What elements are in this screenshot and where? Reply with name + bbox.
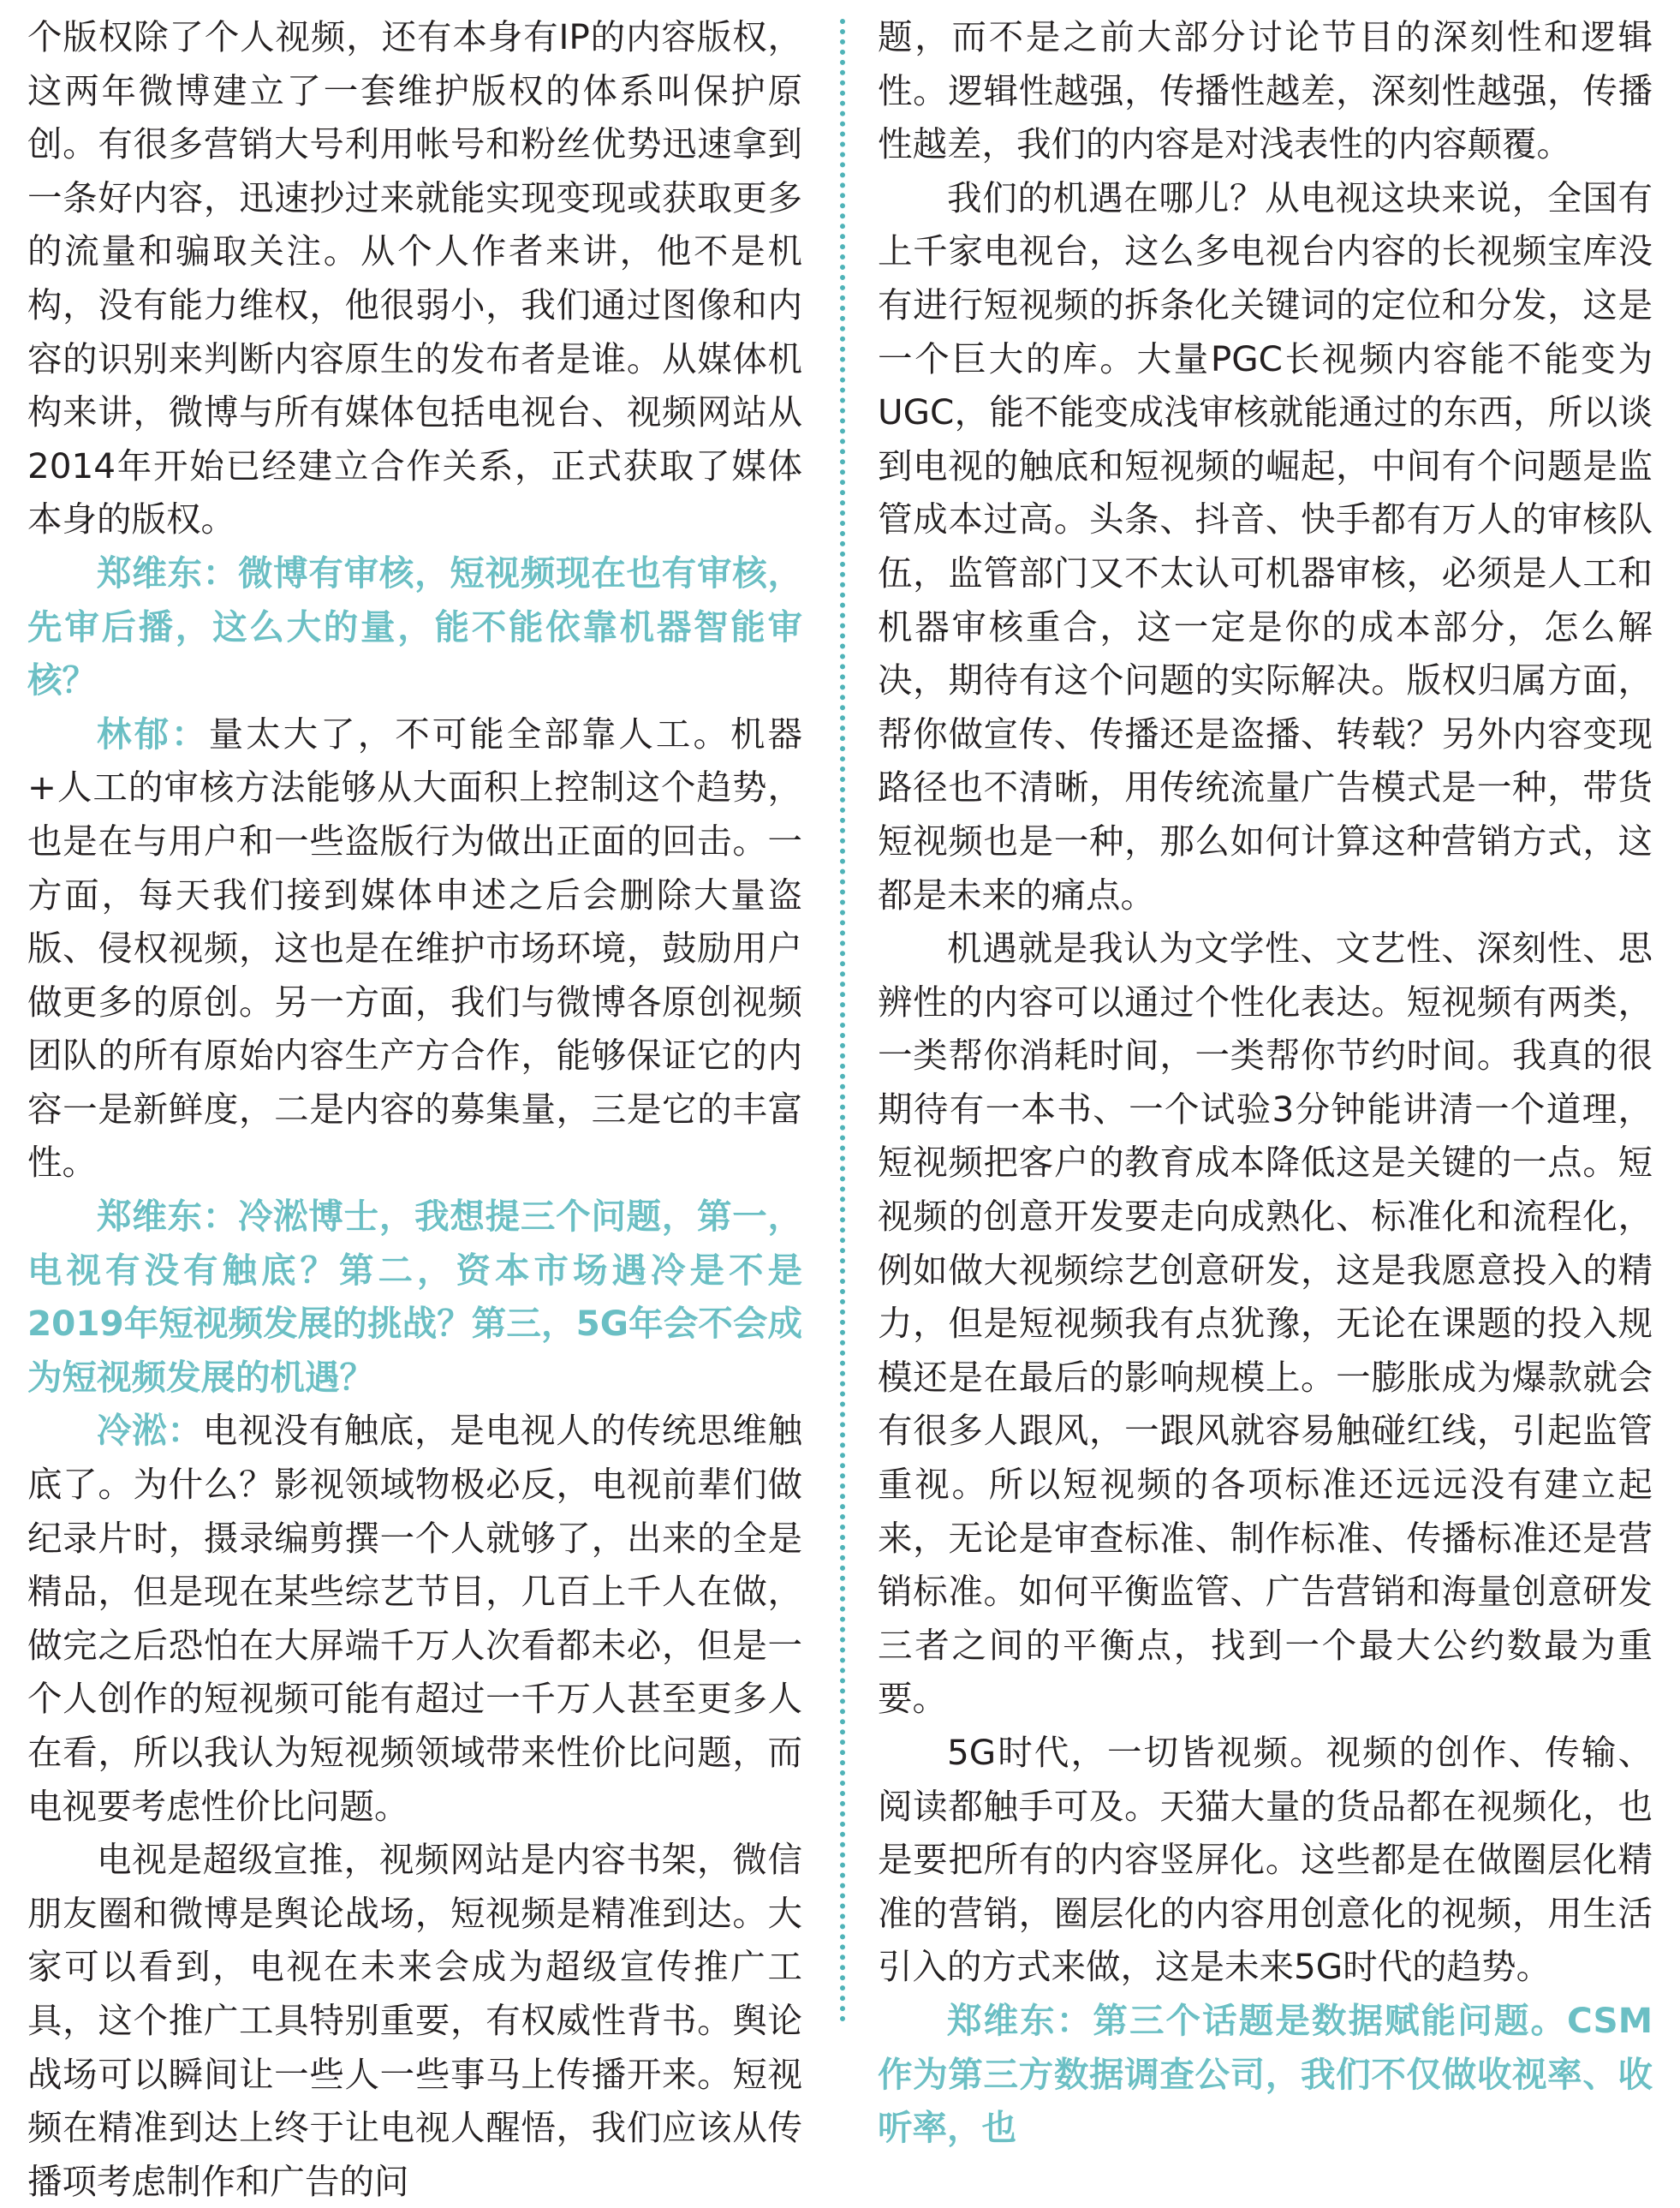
- paragraph-copyright: 个版权除了个人视频，还有本身有IP的内容版权，这两年微博建立了一套维护版权的体系叫保护原创。有很多营销大号利用帐号和粉丝优势迅速拿到一条好内容，迅速抄过来就能实现变现或获取更多的流量和骗取关注。从个人作者来讲，他不是机构，没有能力维权，他很弱小，我们通过图像和内容的识别来判断内容原生的发布者是谁。从媒体机构来讲，微博与所有媒体包括电视台、视频网站从2014年开始已经建立合作关系，正式获取了媒体本身的版权。: [27, 16, 802, 540]
- answer-lin-yu: [27, 707, 802, 1190]
- answer-leng-song: [27, 1404, 802, 1833]
- speaker-label: 林郁：: [97, 713, 209, 755]
- right-column: [878, 10, 1653, 2155]
- left-column: [27, 10, 802, 2208]
- question-three-issues: 郑维东：冷淞博士，我想提三个问题，第一，电视有没有触底？第二，资本市场遇冷是不是2019年短视频发展的挑战？第三，5G年会不会成为短视频发展的机遇？: [27, 1196, 802, 1398]
- paragraph-continuation: 题，而不是之前大部分讨论节目的深刻性和逻辑性。逻辑性越强，传播性越差，深刻性越强，传播性越差，我们的内容是对浅表性的内容颠覆。: [878, 16, 1653, 165]
- column-divider: [840, 19, 845, 2023]
- paragraph-tv-promotion: 电视是超级宣推，视频网站是内容书架，微信朋友圈和微博是舆论战场，短视频是精准到达。大家可以看到，电视在未来会成为超级宣传推广工具，这个推广工具特别重要，有权威性背书。舆论战场可以瞬间让一些人一些事马上传播开来。短视频在精准到达上终于让电视人醒悟，我们应该从传播项考虑制作和广告的问: [27, 1839, 802, 2202]
- question-machine-review: 郑维东：微博有审核，短视频现在也有审核，先审后播，这么大的量，能不能依靠机器智能审核？: [27, 552, 802, 701]
- paragraph-5g-era: 5G时代，一切皆视频。视频的创作、传输、阅读都触手可及。天猫大量的货品都在视频化，也是要把所有的内容竖屏化。这些都是在做圈层化精准的营销，圈层化的内容用创意化的视频，用生活引入的方式来做，这是未来5G时代的趋势。: [878, 1732, 1653, 1988]
- paragraph-opportunity: 我们的机遇在哪儿？从电视这块来说，全国有上千家电视台，这么多电视台内容的长视频宝库没有进行短视频的拆条化关键词的定位和分发，这是一个巨大的库。大量PGC长视频内容能不能变为UGC，能不能变成浅审核就能通过的东西，所以谈到电视的触底和短视频的崛起，中间有个问题是监管成本过高。头条、抖音、快手都有万人的审核队伍，监管部门又不太认可机器审核，必须是人工和机器审核重合，这一定是你的成本部分，怎么解决，期待有这个问题的实际解决。版权归属方面，帮你做宣传、传播还是盗播、转载？另外内容变现路径也不清晰，用传统流量广告模式是一种，带货短视频也是一种，那么如何计算这种营销方式，这都是未来的痛点。: [878, 176, 1653, 916]
- speaker-label: 冷淞：: [97, 1410, 203, 1452]
- paragraph-literary-content: 机遇就是我认为文学性、文艺性、深刻性、思辨性的内容可以通过个性化表达。短视频有两类，一类帮你消耗时间，一类帮你节约时间。我真的很期待有一本书、一个试验3分钟能讲清一个道理，短视频把客户的教育成本降低这是关键的一点。短视频的创意开发要走向成熟化、标准化和流程化，例如做大视频综艺创意研发，这是我愿意投入的精力，但是短视频我有点犹豫，无论在课题的投入规模还是在最后的影响规模上。一膨胀成为爆款就会有很多人跟风，一跟风就容易触碰红线，引起监管重视。所以短视频的各项标准还远远没有建立起来，无论是审查标准、制作标准、传播标准还是营销标准。如何平衡监管、广告营销和海量创意研发三者之间的平衡点，找到一个最大公约数最为重要。: [878, 928, 1653, 1720]
- answer-text: 电视没有触底，是电视人的传统思维触底了。为什么？影视领域物极必反，电视前辈们做纪录片时，摄录编剪撰一个人就够了，出来的全是精品，但是现在某些综艺节目，几百上千人在做，做完之后恐怕在大屏端千万人次看都未必，但是一个人创作的短视频可能有超过一千万人甚至更多人在看，所以我认为短视频领域带来性价比问题，而电视要考虑性价比问题。: [27, 1410, 803, 1827]
- answer-text: 量太大了，不可能全部靠人工。机器+人工的审核方法能够从大面积上控制这个趋势，也是在与用户和一些盗版行为做出正面的回击。一方面，每天我们接到媒体申述之后会删除大量盗版、侵权视频，这也是在维护市场环境，鼓励用户做更多的原创。另一方面，我们与微博各原创视频团队的所有原始内容生产方合作，能够保证它的内容一是新鲜度，二是内容的募集量，三是它的丰富性。: [27, 713, 803, 1184]
- question-data-empowerment: 郑维东：第三个话题是数据赋能问题。CSM作为第三方数据调查公司，我们不仅做收视率、收听率，也: [878, 1999, 1653, 2149]
